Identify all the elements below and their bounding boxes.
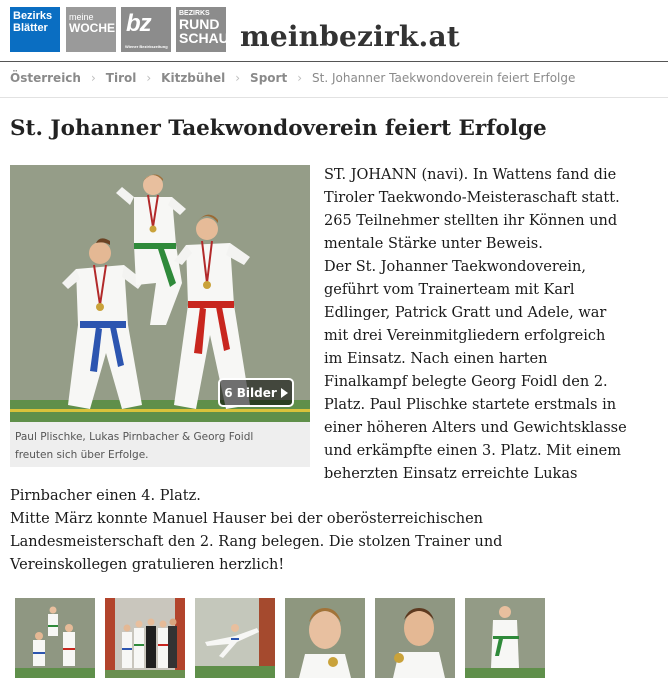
body-line: Landesmeisterschaft den 2. Rang belegen. Die stolzen Trainer und xyxy=(10,534,503,550)
body-line: im Einsatz. Nach einen harten xyxy=(324,351,548,367)
body-line: ST. JOHANN (navi). In Wattens fand die xyxy=(324,167,617,183)
gallery-thumbnail[interactable] xyxy=(195,598,275,678)
thumbnail-image xyxy=(105,598,185,678)
gallery-thumbnail[interactable] xyxy=(15,598,95,678)
body-line: einer höheren Alters und Gewichtsklasse xyxy=(324,420,627,436)
thumbnail-image xyxy=(285,598,365,678)
logo-line: WOCHE xyxy=(69,21,115,36)
body-line: und erkämpfte einen 3. Platz. Mit einem xyxy=(324,443,621,459)
chevron-right-icon: › xyxy=(235,71,241,85)
chevron-right-icon: › xyxy=(146,71,152,85)
meine-woche-logo[interactable] xyxy=(66,7,116,52)
gallery-button-label: 6 Bilder xyxy=(224,385,277,400)
breadcrumb xyxy=(10,71,575,85)
header-divider xyxy=(0,61,668,62)
play-arrow-icon xyxy=(281,388,288,398)
logo-line: RUND xyxy=(179,16,220,32)
logo-line: BEZIRKS xyxy=(179,10,210,17)
article-body-full xyxy=(10,485,660,577)
gallery-thumbnail[interactable] xyxy=(465,598,545,678)
bezirksblaetter-logo[interactable] xyxy=(10,7,60,52)
body-line: Edlinger, Patrick Gratt und Adele, war xyxy=(324,305,607,321)
logo-line: Bezirks xyxy=(13,10,53,22)
gallery-thumbnail[interactable] xyxy=(285,598,365,678)
chevron-right-icon: › xyxy=(297,71,302,85)
article-figure xyxy=(10,165,310,467)
breadcrumb-item-sport[interactable]: Sport xyxy=(250,71,288,85)
logo-line: SCHAU xyxy=(179,30,229,46)
body-line: Vereinskollegen gratulieren herzlich! xyxy=(10,557,285,573)
thumbnail-image xyxy=(465,598,545,678)
thumbnail-image xyxy=(195,598,275,678)
breadcrumb-item-kitzbuehel[interactable]: Kitzbühel xyxy=(161,71,226,85)
body-line: beherzten Einsatz erreichte Lukas xyxy=(324,466,578,482)
bezirks-rundschau-logo[interactable] xyxy=(176,7,229,52)
bz-logo[interactable] xyxy=(121,7,171,52)
body-line: Platz. Paul Plischke startete erstmals in xyxy=(324,397,617,413)
article-body-right xyxy=(324,164,666,486)
body-line: geführt vom Trainerteam mit Karl xyxy=(324,282,575,298)
image-caption xyxy=(15,428,305,464)
caption-line: Paul Plischke, Lukas Pirnbacher & Georg Foidl xyxy=(15,431,254,443)
body-line: Mitte März konnte Manuel Hauser bei der oberösterreichischen xyxy=(10,511,484,527)
body-line: Der St. Johanner Taekwondoverein, xyxy=(324,259,586,275)
gallery-thumbnails xyxy=(15,598,655,678)
breadcrumb-item-tirol[interactable]: Tirol xyxy=(105,71,137,85)
breadcrumb-item-oesterreich[interactable]: Österreich xyxy=(10,71,81,85)
body-line: Finalkampf belegte Georg Foidl den 2. xyxy=(324,374,608,390)
logo-line: meine xyxy=(69,12,94,22)
gallery-button[interactable] xyxy=(218,378,294,407)
gallery-thumbnail[interactable] xyxy=(105,598,185,678)
thumbnail-image xyxy=(15,598,95,678)
body-line: Pirnbacher einen 4. Platz. xyxy=(10,488,201,504)
body-line: mit drei Vereinmitgliedern erfolgreich xyxy=(324,328,606,344)
article-photo[interactable] xyxy=(10,165,310,422)
body-line: 265 Teilnehmer stellten ihr Können und xyxy=(324,213,618,229)
site-title[interactable]: meinbezirk.at xyxy=(240,20,460,53)
logo-mark: bz xyxy=(126,10,151,37)
gallery-thumbnail[interactable] xyxy=(375,598,455,678)
caption-line: freuten sich über Erfolge. xyxy=(15,449,149,461)
body-line: mentale Stärke unter Beweis. xyxy=(324,236,543,252)
article-title: St. Johanner Taekwondoverein feiert Erfolge xyxy=(10,116,547,141)
breadcrumb-divider xyxy=(0,97,668,98)
breadcrumb-current: St. Johanner Taekwondoverein feiert Erfolge xyxy=(312,71,576,85)
body-line: Tiroler Taekwondo-Meisteraschaft statt. xyxy=(324,190,620,206)
thumbnail-image xyxy=(375,598,455,678)
logo-line: Blätter xyxy=(13,21,48,34)
logo-subtitle: Wiener Bezirkszeitung xyxy=(125,43,168,49)
site-header xyxy=(0,0,668,60)
chevron-right-icon: › xyxy=(90,71,96,85)
